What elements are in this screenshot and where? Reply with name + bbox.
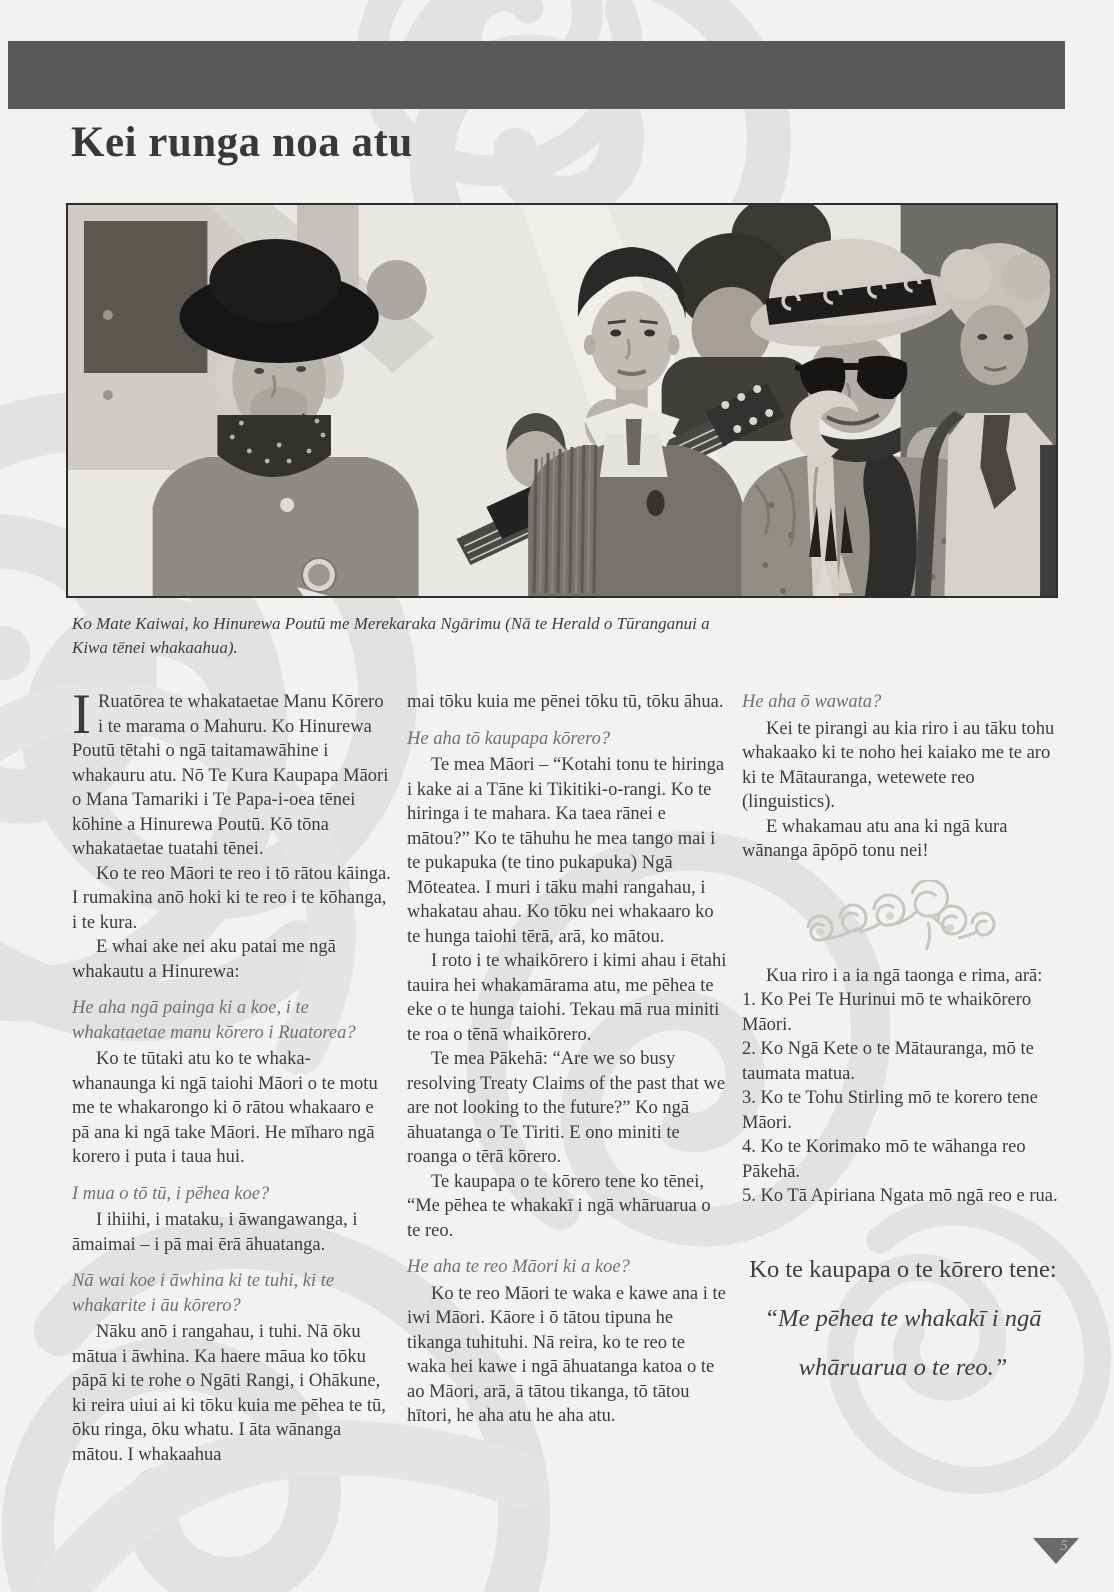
top-banner-bar bbox=[8, 41, 1065, 109]
interview-question: He aha ngā painga ki a koe, i te whakataetae manu kōrero i Ruatorea? bbox=[72, 998, 356, 1043]
interview-answer: I roto i te whaikōrero i kimi ahau i ētahi tauira hei whakamārama atu, me pēhea te eke o te hunga taiohi. Tekau mā rua miniti te roa o tēnā whaikōrero. bbox=[407, 951, 727, 1045]
interview-question: He aha tō kaupapa kōrero? bbox=[407, 728, 611, 749]
award-item: 1. Ko Pei Te Hurinui mō te whaikōrero Māori. bbox=[742, 990, 1032, 1035]
awards-intro: Kua riro i a ia ngā taonga e rima, arā: bbox=[766, 965, 1043, 986]
interview-answer: E whakamau atu ana ki ngā kura wānanga āpōpō tonu nei! bbox=[742, 816, 1008, 861]
paragraph: Ko te reo Māori te reo i tō rātou kāinga. I rumakina anō hoki ki te reo i te kōhanga, i te kura. bbox=[72, 863, 391, 933]
page-number-triangle bbox=[1031, 1534, 1083, 1568]
interview-answer: Kei te pirangi au kia riro i au tāku tohu whakaako ki te noho hei kaiako me te aro ki te Mātauranga, wetewete reo (linguistics). bbox=[742, 718, 1055, 812]
interview-question: He aha te reo Māori ki a koe? bbox=[407, 1257, 630, 1277]
paragraph: mai tōku kuia me pēnei tōku tū, tōku āhua. bbox=[407, 692, 724, 712]
photo-caption: Ko Mate Kaiwai, ko Hinurewa Poutū me Merekaraka Ngārimu (Nā te Herald o Tūranganui a Kiwa tēnei whakaahua). bbox=[72, 614, 710, 657]
pull-quote-text: “Me pēhea te whakakī i ngā whāruarua o te reo.” bbox=[764, 1304, 1042, 1381]
interview-answer: Te kaupapa o te kōrero tene ko tēnei, “Me pēhea te whakakī i ngā whāruarua o te reo. bbox=[407, 1171, 711, 1241]
award-item: 4. Ko te Korimako mō te wāhanga reo Pākehā. bbox=[742, 1137, 1026, 1182]
page-number: 5 bbox=[1060, 1538, 1068, 1554]
triangle-icon bbox=[1033, 1538, 1079, 1564]
article-column-2 bbox=[407, 690, 727, 1429]
interview-question: He aha ō wawata? bbox=[742, 692, 882, 712]
award-item: 5. Ko Tā Apiriana Ngata mō ngā reo e rua. bbox=[742, 1186, 1058, 1206]
drop-cap: I bbox=[72, 683, 91, 746]
pull-quote bbox=[742, 1245, 1064, 1392]
interview-answer: Te mea Māori – “Kotahi tonu te hiringa i kake ai a Tāne ki Tikitiki-o-rangi. Ko te hiringa i te mahara. Ka taea rānei e mātou?” Ko te tāhuhu he mea tango mai i te pukapuka (te tino pukapuka) Ngā Mōteatea. I muri i tāku mahi rangahau, i whakatau ahau. Ko tōku nei whakaaro ko te hunga taiohi tērā, arā, ko mātou. bbox=[407, 755, 725, 947]
award-item: 2. Ko Ngā Kete o te Mātauranga, mō te taumata matua. bbox=[742, 1039, 1034, 1084]
page-title: Kei runga noa atu bbox=[71, 119, 413, 166]
photo-illustration bbox=[68, 205, 1056, 596]
interview-answer: Ko te tūtaki atu ko te whaka-whanaunga ki ngā taiohi Māori o te motu me te whakarongo ki ō rātou whakaaro e pā ana ki ngā take Māori. He mīharo ngā korero i puta i taua hui. bbox=[72, 1049, 378, 1167]
koru-divider-icon bbox=[800, 880, 1006, 954]
award-item: 3. Ko te Tohu Stirling mō te korero tene Māori. bbox=[742, 1088, 1038, 1133]
interview-question: Nā wai koe i āwhina ki te tuhi, ki te whakarite i āu kōrero? bbox=[72, 1271, 335, 1316]
interview-question: I mua o tō tū, i pēhea koe? bbox=[72, 1183, 270, 1204]
article-column-1 bbox=[72, 683, 392, 1467]
interview-answer: I ihiihi, i mataku, i āwangawanga, i āmaimai – i pā mai ērā āhuatanga. bbox=[72, 1210, 358, 1255]
pull-quote-lead: Ko te kaupapa o te kōrero tene: bbox=[749, 1255, 1057, 1283]
awards-list bbox=[742, 988, 1064, 1209]
interview-answer: Ko te reo Māori te waka e kawe ana i te iwi Māori. Kāore i ō tātou tipuna he tikanga tuhituhi. Nā reira, ko te reo te waka hei kawe i ngā āhuatanga katoa o te ao Māori, arā, ā tātou tikanga, tō tātou hītori, he aha atu he aha atu. bbox=[407, 1283, 726, 1426]
interview-answer: Nāku anō i rangahau, i tuhi. Nā ōku mātua i āwhina. Ka haere māua ko tōku pāpā ki te rohe o Ngāti Rangi, i Ohākune, ki reira uiui ai ki tōku kuia me pēhea te tū, ōku ringa, ōku whatu. I āta wānanga mātou. I whakaahua bbox=[72, 1322, 386, 1465]
article-column-3 bbox=[742, 690, 1064, 1392]
paragraph: E whai ake nei aku patai me ngā whakautu a Hinurewa: bbox=[72, 937, 336, 982]
paragraph-text: Ruatōrea te whakataetae Manu Kōrero i te marama o Mahuru. Ko Hinurewa Poutū tētahi o ngā taitamawāhine i whakauru atu. Nō Te Kura Kaupapa Māori o Mana Tamariki i Te Papa-i-oea tēnei kōhine a Hinurewa Poutū. Kō tōna whakataetae tuatahi tēnei. bbox=[72, 692, 389, 859]
article-photo bbox=[66, 203, 1058, 598]
paragraph bbox=[72, 683, 392, 862]
interview-answer: Te mea Pākehā: “Are we so busy resolving Treaty Claims of the past that we are not looking to the future?” Ko ngā āhuatanga o Te Tiriti. E ono miniti te roanga o tērā kōrero. bbox=[407, 1049, 726, 1167]
